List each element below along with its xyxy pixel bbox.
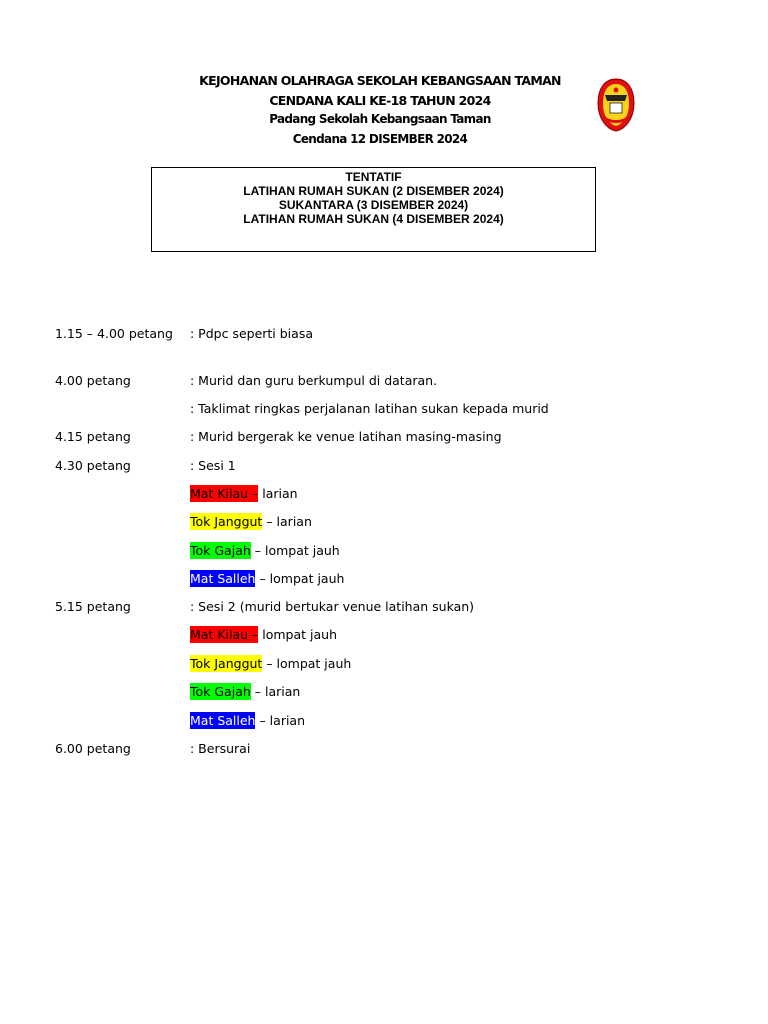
house-name-highlight: Tok Gajah [190, 684, 251, 699]
house-name-highlight: Mat Salleh [190, 571, 256, 586]
schedule-desc: : Taklimat ringkas perjalanan latihan sukan kepada murid [190, 401, 549, 416]
tentatif-line-1: LATIHAN RUMAH SUKAN (2 DISEMBER 2024) [243, 184, 504, 198]
house-name-highlight: Tok Janggut [190, 656, 263, 671]
house-activity: – larian [255, 713, 306, 728]
header-line-1: KEJOHANAN OLAHRAGA SEKOLAH KEBANGSAAN TAMAN [199, 73, 561, 88]
schedule-desc: : Sesi 2 (murid bertukar venue latihan sukan) [190, 599, 475, 614]
header-line-2: CENDANA KALI KE-18 TAHUN 2024 [269, 92, 491, 108]
house-name-highlight: Mat Kilau – [190, 627, 259, 642]
house-activity: – larian [250, 684, 301, 699]
house-activity: – larian [262, 514, 312, 529]
document-header [180, 71, 580, 149]
schedule-time: 5.15 petang [55, 599, 131, 614]
house-name-highlight: Tok Janggut [190, 514, 263, 529]
house-activity: – lompat jauh [250, 543, 340, 558]
schedule-time: 6.00 petang [55, 741, 131, 756]
school-crest-icon [596, 77, 636, 133]
schedule-time: 4.00 petang [55, 373, 131, 388]
header-line-4: Cendana 12 DISEMBER 2024 [292, 131, 468, 146]
tentatif-line-2: SUKANTARA (3 DISEMBER 2024) [278, 198, 469, 212]
tentatif-box [151, 167, 596, 252]
house-activity: larian [258, 486, 298, 501]
house-name-highlight: Mat Salleh [190, 713, 256, 728]
house-activity: lompat jauh [258, 627, 337, 642]
house-activity: – lompat jauh [262, 656, 352, 671]
schedule-desc: : Murid dan guru berkumpul di dataran. [190, 373, 438, 388]
house-name-highlight: Tok Gajah [190, 543, 251, 558]
schedule-time: 4.30 petang [55, 458, 131, 473]
tentatif-line-3: LATIHAN RUMAH SUKAN (4 DISEMBER 2024) [243, 212, 504, 226]
house-name-highlight: Mat Kilau – [190, 486, 259, 501]
schedule-time: 4.15 petang [55, 429, 131, 444]
schedule-desc: : Sesi 1 [190, 458, 236, 473]
tentatif-title: TENTATIF [345, 170, 402, 184]
header-line-3: Padang Sekolah Kebangsaan Taman [269, 112, 491, 126]
house-activity: – lompat jauh [255, 571, 345, 586]
schedule-desc: : Murid bergerak ke venue latihan masing-masing [190, 429, 502, 444]
schedule-desc: : Bersurai [190, 741, 251, 756]
schedule-time: 1.15 – 4.00 petang [55, 326, 173, 341]
schedule-desc: : Pdpc seperti biasa [190, 326, 313, 341]
